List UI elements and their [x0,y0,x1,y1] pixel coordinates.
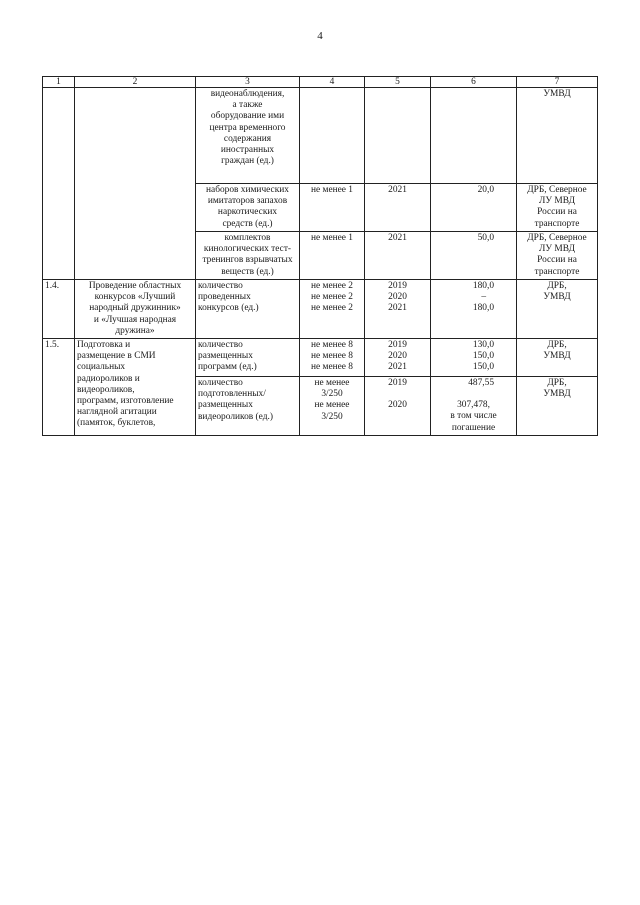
header-cell: 7 [517,77,598,88]
amount-cell: не менее 2 не менее 2 не менее 2 [300,280,365,339]
sum-cell: 50,0 [431,232,517,280]
year-cell: 2021 [365,184,431,232]
header-cell: 3 [196,77,300,88]
num-cell: 1.4. [43,280,75,339]
indicator-cell: комплектов кинологических тест- тренингов взрывчатых веществ (ед.) [196,232,300,280]
executor-cell: ДРБ, УМВД [517,280,598,339]
executor-cell: ДРБ, УМВД [517,339,598,377]
name-cell: Подготовка и размещение в СМИ социальных радиороликов и видеороликов, программ, изготовление наглядной агитации (памяток, буклетов, [75,339,196,436]
amount-cell: не менее 3/250 не менее 3/250 [300,377,365,436]
table-row [43,339,598,377]
year-cell: 2021 [365,232,431,280]
measures-table [42,76,598,436]
sum-cell: 130,0 150,0 150,0 [431,339,517,377]
sum-cell [431,88,517,184]
executor-cell: ДРБ, УМВД [517,377,598,436]
amount-cell: не менее 1 [300,232,365,280]
sum-cell: 180,0 – 180,0 [431,280,517,339]
year-cell: 2019 2020 [365,377,431,436]
executor-cell: ДРБ, Северное ЛУ МВД России на транспорте [517,184,598,232]
name-cell [75,88,196,280]
indicator-cell: количество подготовленных/ размещенных видеороликов (ед.) [196,377,300,436]
name-cell: Проведение областных конкурсов «Лучший народный дружинник» и «Лучшая народная дружина» [75,280,196,339]
table-header-row [43,77,598,88]
executor-cell: ДРБ, Северное ЛУ МВД России на транспорте [517,232,598,280]
num-cell: 1.5. [43,339,75,436]
year-cell: 2019 2020 2021 [365,339,431,377]
indicator-cell: видеонаблюдения, а также оборудование ими центра временного содержания иностранных граждан (ед.) [196,88,300,184]
page-number: 4 [317,30,323,42]
amount-cell [300,88,365,184]
amount-cell: не менее 8 не менее 8 не менее 8 [300,339,365,377]
indicator-cell: количество размещенных программ (ед.) [196,339,300,377]
table-row [43,280,598,339]
header-cell: 1 [43,77,75,88]
header-cell: 5 [365,77,431,88]
sum-cell: 487,55 307,478, в том числе погашение [431,377,517,436]
header-cell: 6 [431,77,517,88]
year-cell: 2019 2020 2021 [365,280,431,339]
num-cell [43,88,75,280]
amount-cell: не менее 1 [300,184,365,232]
table-row [43,88,598,184]
indicator-cell: количество проведенных конкурсов (ед.) [196,280,300,339]
year-cell [365,88,431,184]
header-cell: 4 [300,77,365,88]
header-cell: 2 [75,77,196,88]
sum-cell: 20,0 [431,184,517,232]
indicator-cell: наборов химических имитаторов запахов наркотических средств (ед.) [196,184,300,232]
executor-cell: УМВД [517,88,598,184]
